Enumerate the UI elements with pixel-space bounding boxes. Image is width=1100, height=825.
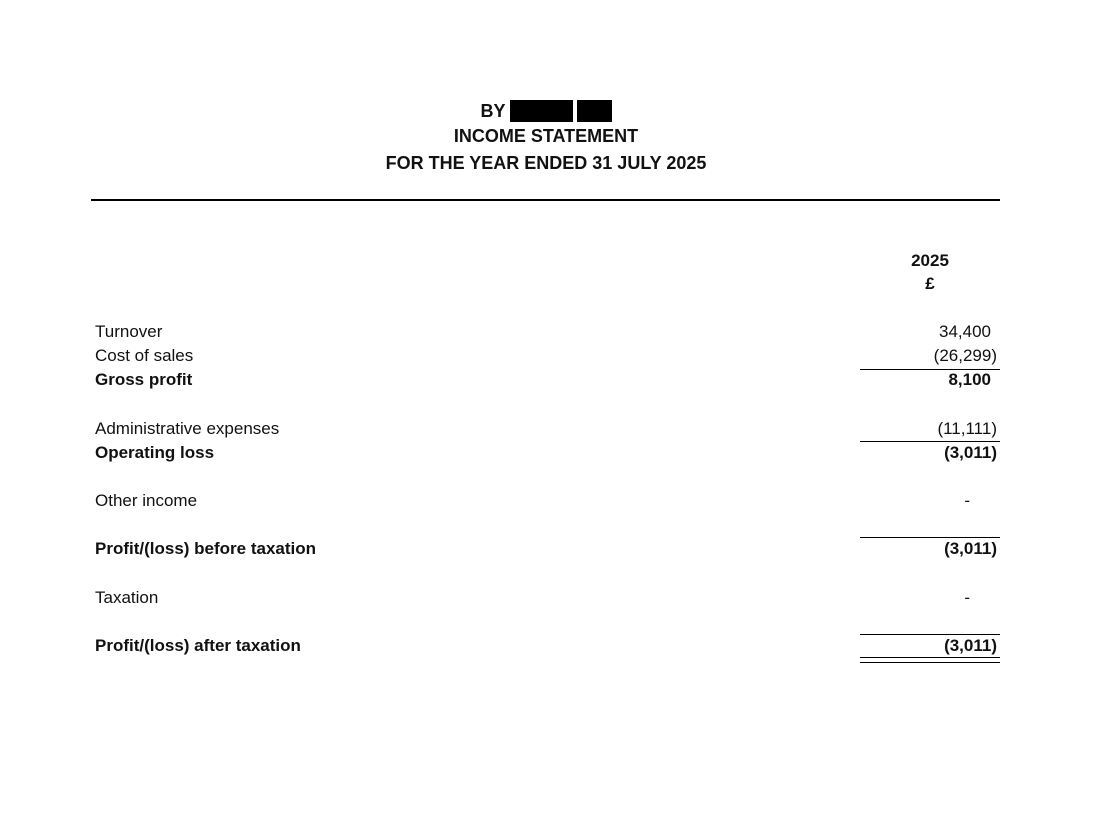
company-line [0, 99, 1092, 123]
cost-of-sales-value: (26,299) [933, 346, 997, 365]
administrative-expenses-label: Administrative expenses [95, 419, 280, 438]
statement-period: FOR THE YEAR ENDED 31 JULY 2025 [385, 153, 707, 173]
column-currency: £ [925, 274, 935, 293]
gross-profit-value: 8,100 [948, 370, 991, 389]
company-name-group [480, 99, 611, 123]
redaction-block-1 [510, 100, 573, 122]
administrative-expenses-value: (11,111) [937, 419, 997, 438]
company-prefix: BY [480, 101, 506, 121]
profit-after-tax-double-rule [860, 657, 1000, 663]
statement-title: INCOME STATEMENT [453, 126, 639, 146]
profit-before-tax-label: Profit/(loss) before taxation [95, 539, 317, 558]
column-year: 2025 [911, 251, 949, 270]
operating-loss-label: Operating loss [95, 443, 215, 462]
profit-after-tax-value: (3,011) [944, 636, 997, 655]
gross-profit-label: Gross profit [95, 370, 193, 389]
cost-of-sales-label: Cost of sales [95, 346, 194, 365]
redaction-block-2 [577, 100, 612, 122]
other-income-label: Other income [95, 491, 198, 510]
taxation-value: - [964, 588, 970, 607]
other-income-value: - [964, 491, 970, 510]
profit-after-tax-label: Profit/(loss) after taxation [95, 636, 301, 655]
taxation-label: Taxation [95, 588, 159, 607]
header-divider [91, 199, 1000, 201]
turnover-value: 34,400 [939, 322, 991, 341]
operating-loss-value: (3,011) [944, 443, 997, 462]
profit-before-tax-value: (3,011) [944, 539, 997, 558]
turnover-label: Turnover [95, 322, 163, 341]
